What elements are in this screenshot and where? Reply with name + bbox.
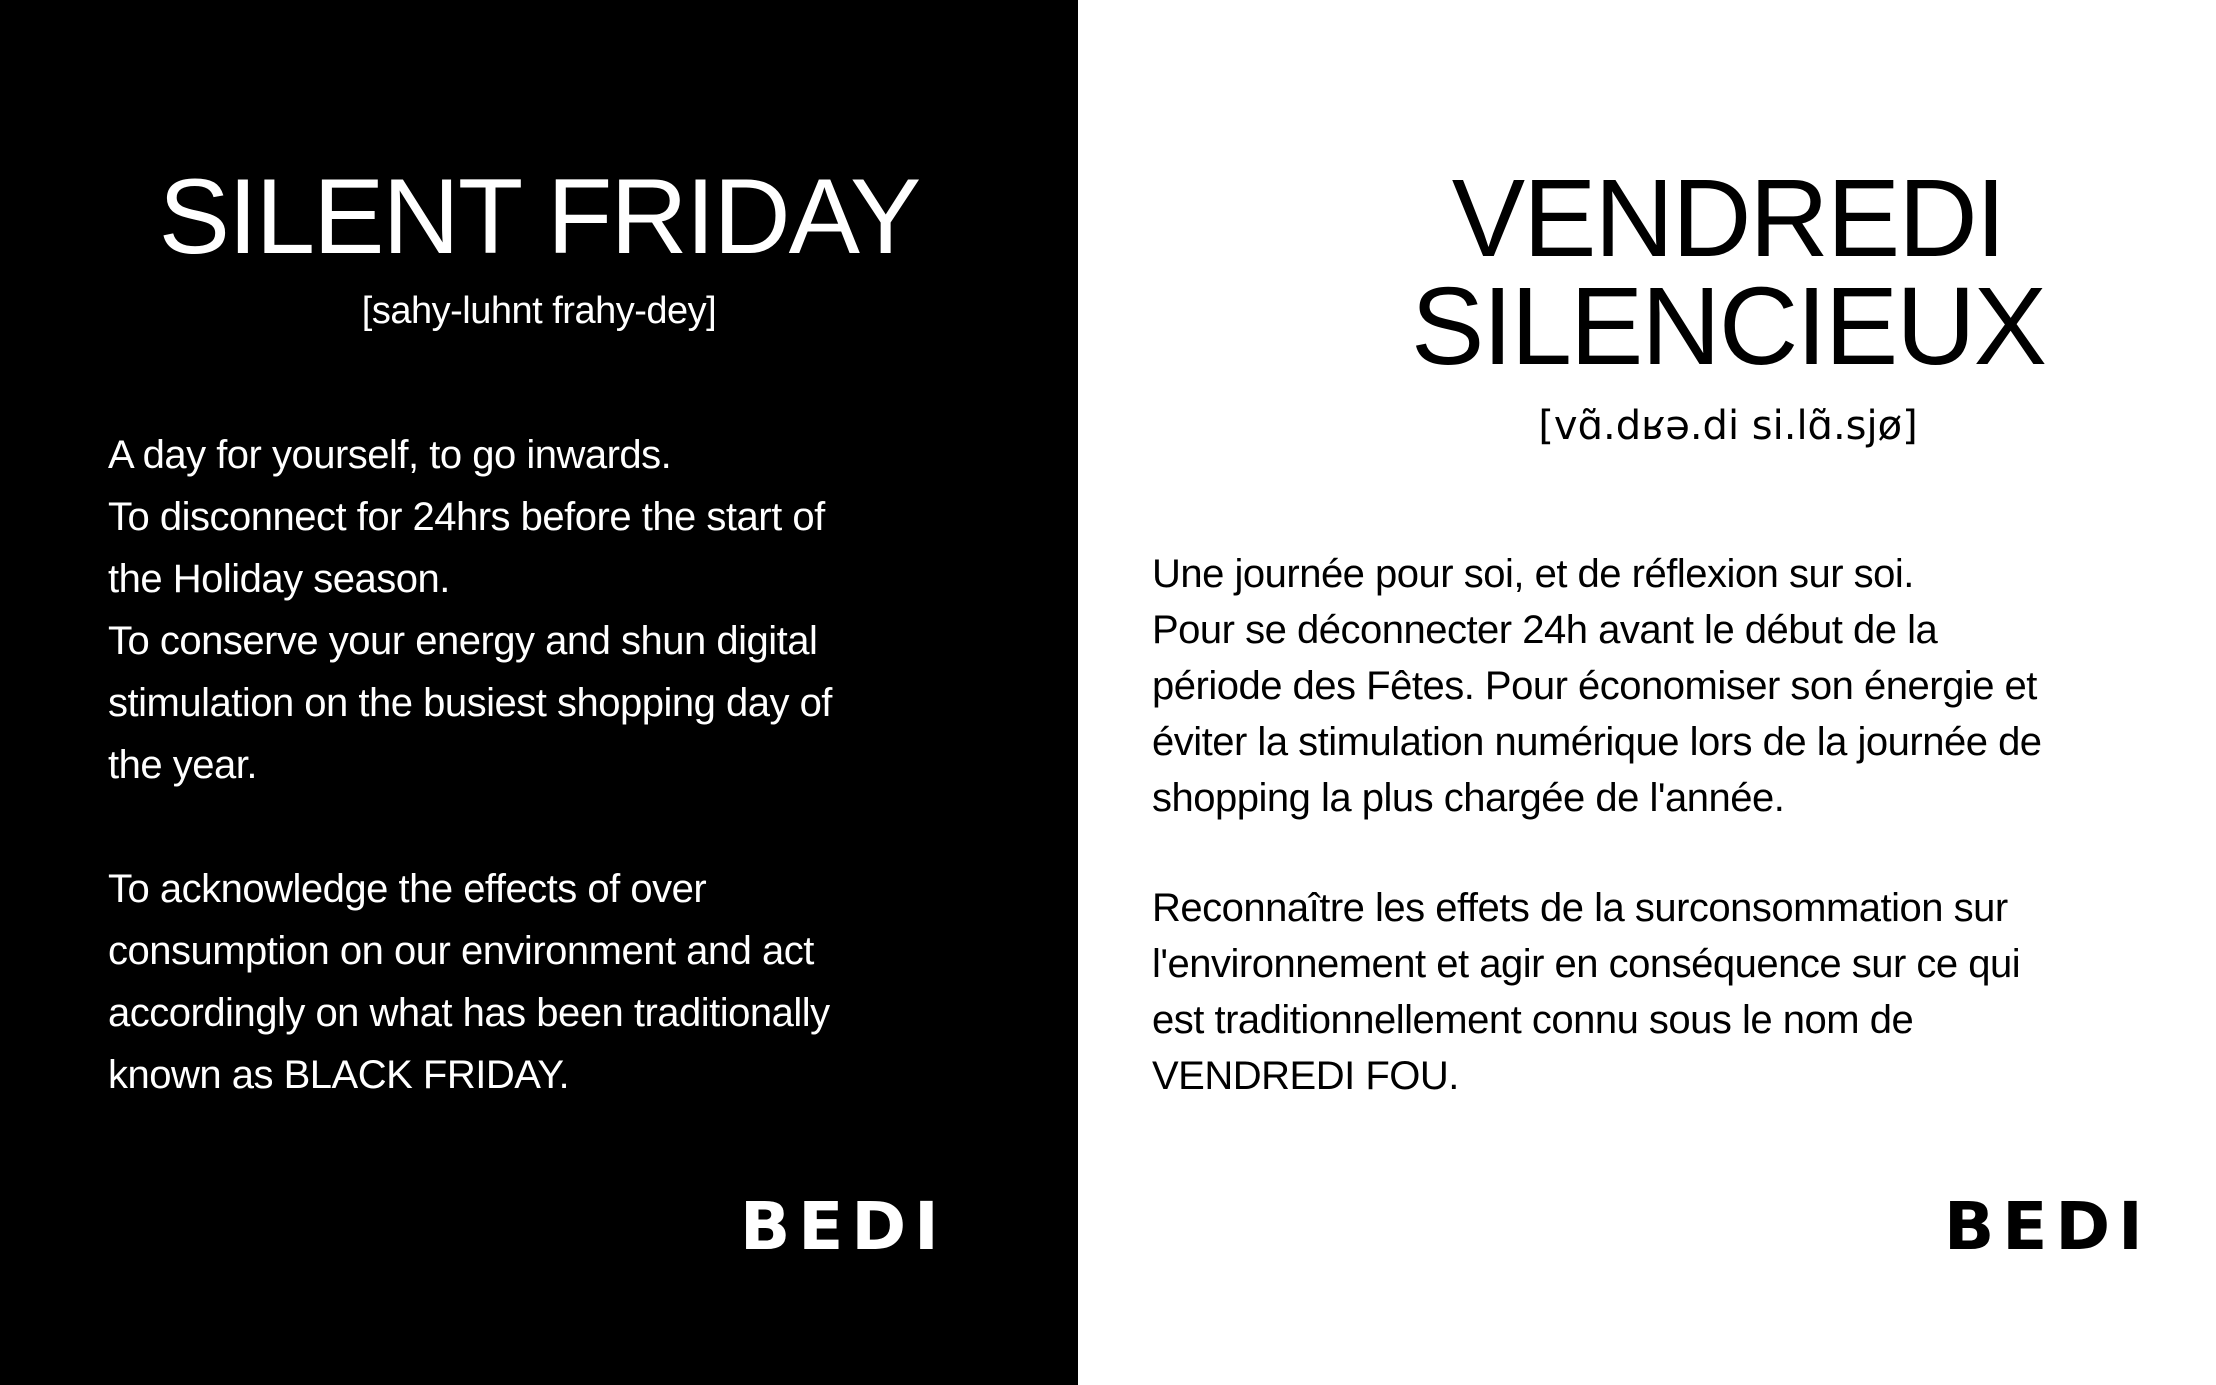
text-line: éviter la stimulation numérique lors de la journée de: [1152, 720, 2042, 764]
text-line: l'environnement et agir en conséquence sur ce qui: [1152, 942, 2021, 986]
french-paragraph-2: [1152, 880, 2182, 1104]
text-line: consumption on our environment and act: [108, 929, 814, 973]
text-line: the Holiday season.: [108, 557, 450, 601]
text-line: To acknowledge the effects of over: [108, 867, 707, 911]
text-line: A day for yourself, to go inwards.: [108, 433, 672, 477]
text-line: Pour se déconnecter 24h avant le début de la: [1152, 608, 1938, 652]
english-panel: [0, 0, 1078, 1385]
text-line: VENDREDI FOU.: [1152, 1054, 1459, 1098]
text-line: accordingly on what has been traditionally: [108, 991, 830, 1035]
french-paragraph-1: [1152, 546, 2182, 826]
text-line: période des Fêtes. Pour économiser son énergie et: [1152, 664, 2037, 708]
english-title: SILENT FRIDAY: [158, 156, 920, 276]
english-phonetic: [sahy-luhnt frahy-dey]: [361, 290, 717, 332]
text-line: To disconnect for 24hrs before the start of: [108, 495, 825, 539]
text-line: est traditionnellement connu sous le nom de: [1152, 998, 1914, 1042]
french-panel: [1078, 0, 2216, 1385]
english-paragraph-2: [108, 858, 1008, 1106]
text-line: Reconnaître les effets de la surconsommation sur: [1152, 886, 2008, 930]
text-line: known as BLACK FRIDAY.: [108, 1053, 570, 1097]
text-line: shopping la plus chargée de l'année.: [1152, 776, 1785, 820]
french-title: VENDREDI SILENCIEUX: [1410, 157, 2046, 388]
french-phonetic: [vɑ̃.dʁə.di si.lɑ̃.sjø]: [1538, 403, 1918, 449]
text-line: To conserve your energy and shun digital: [108, 619, 818, 663]
text-line: the year.: [108, 743, 257, 787]
text-line: Une journée pour soi, et de réflexion sur soi.: [1152, 552, 1914, 596]
english-paragraph-1: [108, 424, 1008, 796]
bedi-logo: BEDI: [740, 1188, 947, 1265]
bedi-logo: BEDI: [1944, 1188, 2151, 1265]
text-line: stimulation on the busiest shopping day of: [108, 681, 832, 725]
